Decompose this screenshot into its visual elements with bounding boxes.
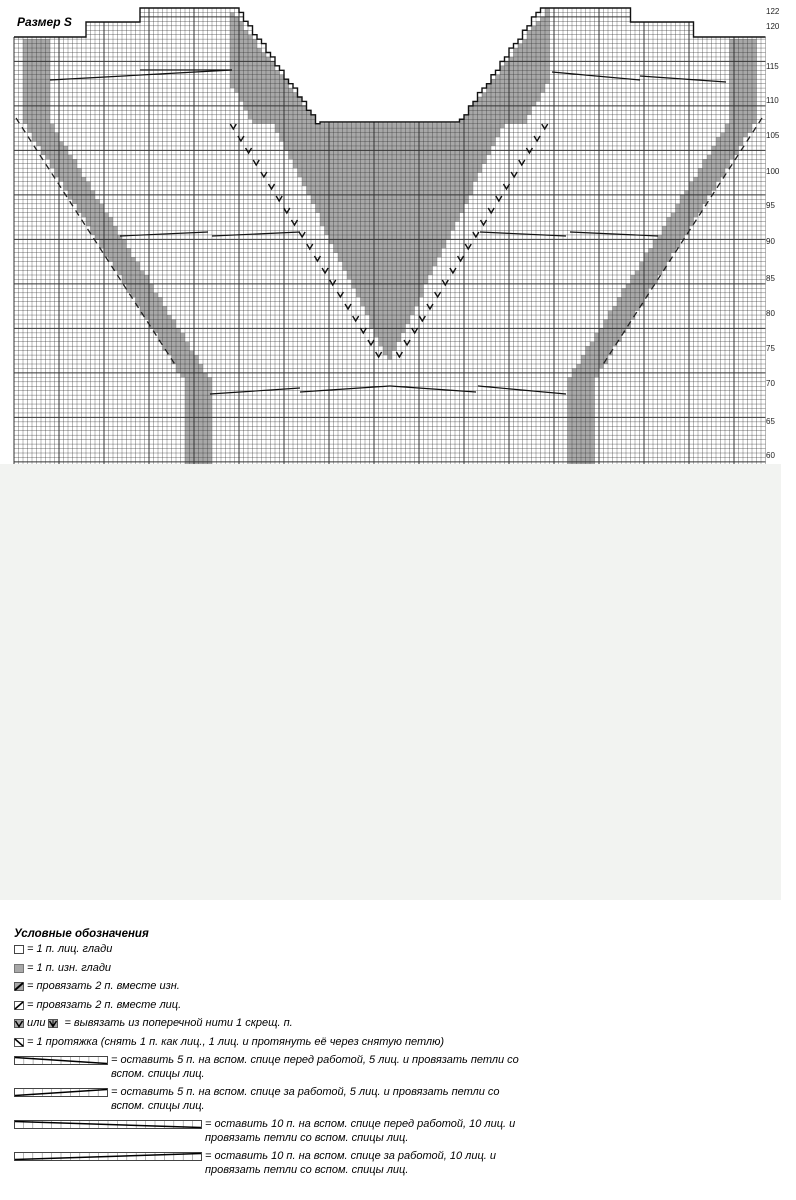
legend-text: = оставить 5 п. на вспом. спице перед работой, 5 лиц. и провязать петли со вспом. спицы лиц.: [111, 1054, 519, 1080]
row-number: 122: [766, 7, 780, 16]
legend-text: = оставить 5 п. на вспом. спице за работой, 5 лиц. и провязать петли со вспом. спицы лиц.: [111, 1086, 500, 1112]
legend-item-make-one: [14, 1017, 534, 1031]
legend-text: = 1 протяжка (снять 1 п. как лиц., 1 лиц. и протянуть её через снятую петлю): [27, 1035, 445, 1048]
legend-text-or: или: [27, 1017, 46, 1029]
knit-stitch-icon: [14, 945, 24, 954]
slip-slip-knit-icon: [14, 1038, 24, 1047]
legend-item-p2tog: [14, 980, 534, 994]
legend-item-cable-5-back: [14, 1086, 534, 1113]
row-number: 65: [766, 417, 775, 426]
cable-10-back-icon: [14, 1152, 202, 1161]
legend-item-knit: [14, 943, 534, 957]
legend-item-k2tog: [14, 999, 534, 1013]
row-number: 120: [766, 22, 780, 31]
chart-grid: [0, 0, 796, 464]
cable-5-front-icon: [14, 1056, 108, 1065]
row-number: 70: [766, 379, 775, 388]
row-number: 85: [766, 274, 775, 283]
legend-text: = провязать 2 п. вместе изн.: [27, 980, 180, 992]
legend-item-cable-10-front: [14, 1118, 534, 1145]
row-number: 100: [766, 167, 780, 176]
legend-text: = оставить 10 п. на вспом. спице за работой, 10 лиц. и провязать петли со вспом. спицы лиц.: [205, 1150, 496, 1176]
legend-item-cable-5-front: [14, 1054, 534, 1081]
legend-item-cable-10-back: [14, 1150, 534, 1177]
row-number: 75: [766, 344, 775, 353]
row-number: 110: [766, 96, 779, 105]
purl-2-together-icon: [14, 982, 24, 991]
legend-item-ssk: [14, 1036, 534, 1050]
cable-10-front-icon: [14, 1120, 202, 1129]
row-number: 90: [766, 237, 775, 246]
legend: [14, 928, 534, 1182]
row-number: 80: [766, 309, 775, 318]
row-number: 115: [766, 62, 779, 71]
legend-text: = провязать 2 п. вместе лиц.: [27, 998, 182, 1011]
row-number: 95: [766, 201, 775, 210]
row-number: 105: [766, 131, 780, 140]
size-label: Размер S: [14, 14, 75, 30]
legend-text: = вывязать из поперечной нити 1 скрещ. п.: [64, 1017, 293, 1029]
legend-item-purl: [14, 962, 534, 976]
legend-text: = 1 п. лиц. глади: [27, 943, 113, 955]
make-one-icon: [14, 1019, 24, 1028]
cable-5-back-icon: [14, 1088, 108, 1097]
make-one-alt-icon: [48, 1019, 58, 1028]
legend-text: = 1 п. изн. глади: [27, 961, 112, 974]
knitting-chart: [0, 0, 796, 464]
legend-title: Условные обозначения: [14, 928, 149, 940]
purl-stitch-icon: [14, 964, 24, 973]
blank-area: [0, 464, 781, 900]
legend-text: = оставить 10 п. на вспом. спице перед работой, 10 лиц. и провязать петли со вспом. спицы лиц.: [205, 1118, 516, 1144]
knit-2-together-icon: [14, 1001, 24, 1010]
row-number: 60: [766, 451, 775, 460]
